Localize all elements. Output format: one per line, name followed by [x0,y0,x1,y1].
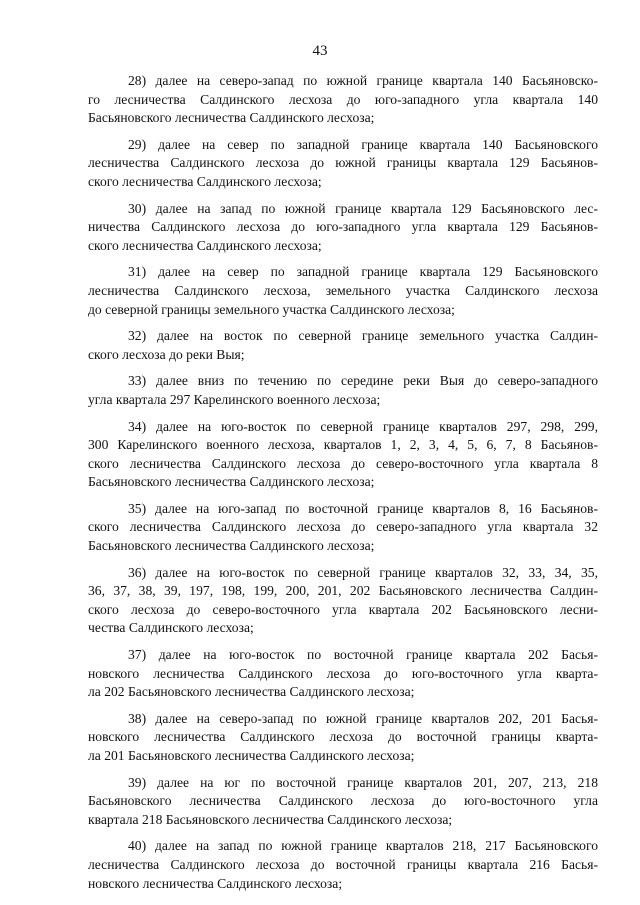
text-line: лесничества Салдинского лесхоза до южной границы квартала 129 Басьянов- [88,155,598,171]
text-line: ского лесничества Салдинского лесхоза; [88,237,322,253]
text-line: ла 202 Басьяновского лесничества Салдинского лесхоза; [88,684,415,700]
text-line: ского лесничества Салдинского лесхоза до северо-западного угла квартала 32 [88,519,598,535]
text-line: 31) далее на север по западной границе квартала 129 Басьяновского [128,264,598,280]
paragraph [88,327,598,364]
text-line: 35) далее на юго-запад по восточной границе кварталов 8, 16 Басьянов- [128,500,598,516]
text-line: 36, 37, 38, 39, 197, 198, 199, 200, 201, 202 Басьяновского лесничества Салдин- [88,583,598,599]
text-line: Басьяновского лесничества Салдинского лесхоза; [88,110,375,126]
text-line: 33) далее вниз по течению по середине реки Выя до северо-западного [128,373,598,389]
paragraph [88,646,598,702]
paragraph [88,837,598,893]
text-line: Басьяновского лесничества Салдинского лесхоза; [88,474,375,490]
text-line: лесничества Салдинского лесхоза до восточной границы квартала 216 Басья- [88,856,598,872]
text-line: ского лесхоза до реки Выя; [88,346,245,362]
text-line: 30) далее на запад по южной границе квартала 129 Басьяновского лес- [128,200,598,216]
text-line: ского лесничества Салдинского лесхоза; [88,173,322,189]
text-line: 34) далее на юго-восток по северной границе кварталов 297, 298, 299, [128,418,598,434]
text-line: новского лесничества Салдинского лесхоза до юго-восточного угла кварта- [88,665,598,681]
text-line: 38) далее на северо-запад по южной границе кварталов 202, 201 Басья- [128,710,598,726]
text-line: 36) далее на юго-восток по северной границе кварталов 32, 33, 34, 35, [128,564,598,580]
paragraph [88,136,598,192]
paragraph [88,710,598,766]
text-line: го лесничества Салдинского лесхоза до юго-западного угла квартала 140 [88,91,598,107]
text-line: ничества Салдинского лесхоза до юго-западного угла квартала 129 Басьянов- [88,219,598,235]
text-line: новского лесничества Салдинского лесхоза до восточной границы кварта- [88,729,598,745]
text-line: 29) далее на север по западной границе квартала 140 Басьяновского [128,136,598,152]
paragraph [88,418,598,492]
text-line: до северной границы земельного участка Салдинского лесхоза; [88,301,455,317]
text-line: 28) далее на северо-запад по южной границе квартала 140 Басьяновско- [128,73,598,88]
text-line: ла 201 Басьяновского лесничества Салдинского лесхоза; [88,748,415,763]
text-line: ского лесхоза до северо-восточного угла квартала 202 Басьяновского лесни- [88,601,598,617]
paragraph [88,263,598,319]
text-line: квартала 218 Басьяновского лесничества Салдинского лесхоза; [88,811,453,827]
text-line: 300 Карелинского военного лесхоза, кварталов 1, 2, 3, 4, 5, 6, 7, 8 Басьянов- [88,437,598,453]
paragraph [88,774,598,830]
text-line: 39) далее на юг по восточной границе кварталов 201, 207, 213, 218 [128,774,598,790]
text-line: ского лесничества Салдинского лесхоза до северо-восточного угла квартала 8 [88,455,598,471]
text-line: 37) далее на юго-восток по восточной границе квартала 202 Басья- [128,647,598,663]
text-line: угла квартала 297 Карелинского военного лесхоза; [88,391,381,407]
text-line: лесничества Салдинского лесхоза, земельного участка Салдинского лесхоза [88,282,598,298]
paragraph [88,564,598,638]
text-line: 40) далее на запад по южной границе кварталов 218, 217 Басьяновского [128,838,598,854]
text-line: Басьяновского лесничества Салдинского лесхоза; [88,538,375,554]
paragraph [88,72,598,128]
paragraph [88,200,598,256]
page-number: 43 [312,43,328,59]
text-line: новского лесничества Салдинского лесхоза; [88,875,343,891]
text-line: 32) далее на восток по северной границе земельного участка Салдин- [128,328,598,344]
text-line: чества Салдинского лесхоза; [88,620,254,636]
text-line: Басьяновского лесничества Салдинского лесхоза до юго-восточного угла [88,793,598,809]
document-body [88,72,598,901]
paragraph [88,500,598,556]
paragraph [88,372,598,409]
